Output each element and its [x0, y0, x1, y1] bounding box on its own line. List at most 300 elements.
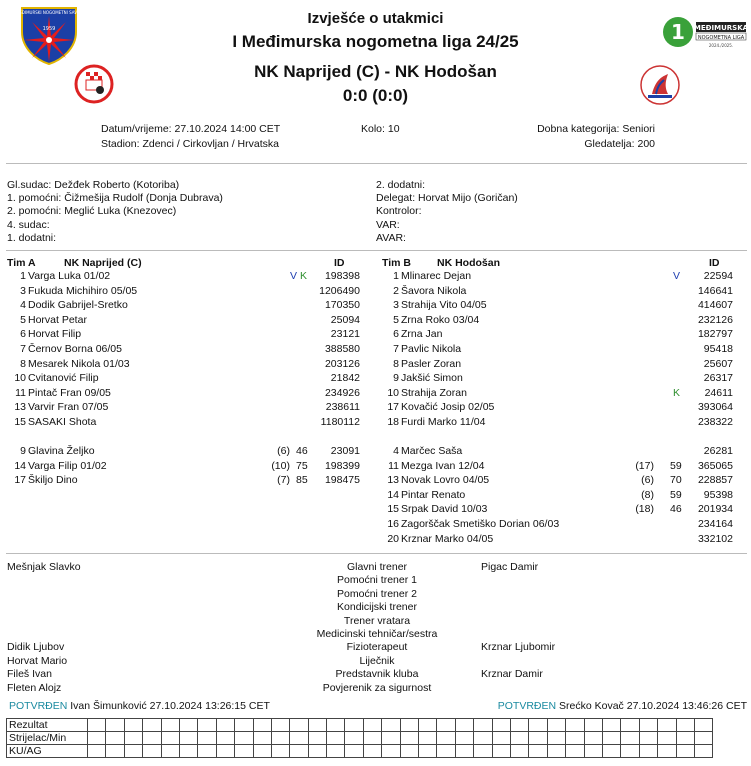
player-name: SASAKI Shota: [28, 416, 97, 428]
sub-minute: 85: [296, 474, 308, 487]
svg-text:1959: 1959: [42, 26, 56, 32]
player-number: 4: [20, 299, 26, 312]
result-cell: [584, 732, 602, 745]
sub-for: [624, 533, 654, 546]
staff-role: Pomoćni trener 1: [337, 574, 417, 587]
staff-right: Krznar Ljubomir: [481, 641, 556, 654]
result-cell: [143, 719, 161, 732]
sub-for: (8): [641, 488, 654, 501]
result-cell: [198, 719, 216, 732]
result-row-label: Strijelac/Min: [7, 732, 88, 745]
result-cell: [584, 745, 602, 758]
result-cell: [308, 745, 326, 758]
result-cell: [658, 719, 676, 732]
result-cell: [363, 719, 381, 732]
player-name: Pintar Renato: [401, 488, 466, 501]
player-name: Krznar Marko 04/05: [401, 532, 494, 545]
player-name: Pavlic Nikola: [401, 343, 462, 355]
player-name: Mlinarec Dejan: [401, 270, 472, 282]
player-name: Furdi Marko 11/04: [401, 416, 486, 428]
result-cell: [400, 719, 418, 732]
sub-minute: 46: [296, 445, 308, 457]
player-id: 332102: [697, 532, 733, 545]
result-cell: [694, 719, 712, 732]
player-number: 1: [20, 270, 26, 282]
player-id: 232126: [697, 313, 733, 326]
result-cell: [455, 719, 473, 732]
result-cell: [143, 732, 161, 745]
result-cell: [271, 745, 289, 758]
staff-left: Mešnjak Slavko: [7, 561, 81, 573]
player-name: Kovačić Josip 02/05: [401, 401, 495, 414]
result-cell: [253, 719, 271, 732]
player-id: 25607: [703, 357, 733, 370]
result-cell: [179, 732, 197, 745]
result-cell: [492, 745, 510, 758]
result-cell: [474, 719, 492, 732]
official-left: Gl.sudac: Dežđek Roberto (Kotoriba): [7, 179, 180, 191]
league-name: I Međimurska nogometna liga 24/25: [232, 32, 519, 51]
player-number: 4: [393, 445, 399, 457]
sub-for: (10): [271, 459, 290, 472]
player-name: Černov Borna 06/05: [28, 343, 122, 355]
result-cell: [290, 719, 308, 732]
result-grid: [6, 718, 713, 758]
staff-right: Krznar Damir: [481, 668, 543, 681]
player-id: 25094: [330, 313, 360, 326]
player-name: Mezga Ivan 12/04: [401, 459, 485, 472]
result-cell: [363, 745, 381, 758]
result-cell: [253, 732, 271, 745]
team-a-crest: [74, 64, 114, 107]
sub-for: [624, 299, 654, 312]
player-id: 170350: [324, 299, 360, 312]
player-number: 8: [393, 357, 399, 370]
staff-role: Pomoćni trener 2: [337, 587, 417, 600]
player-name: Šavora Nikola: [401, 284, 467, 297]
player-id: 365065: [697, 459, 733, 472]
player-number: 14: [387, 488, 399, 501]
result-cell: [216, 732, 234, 745]
official-left: 4. sudac:: [7, 218, 50, 231]
result-cell: [327, 719, 345, 732]
player-name: Strahija Vito 04/05: [401, 299, 487, 312]
player-number: 11: [388, 459, 399, 472]
result-cell: [676, 745, 694, 758]
result-cell: [547, 745, 565, 758]
player-id: 234926: [324, 386, 360, 399]
player-id: 203126: [324, 357, 360, 370]
result-cell: [106, 745, 124, 758]
result-row: [7, 719, 713, 732]
result-cell: [327, 732, 345, 745]
captain-flag: V: [673, 270, 681, 282]
official-right: Delegat: Horvat Mijo (Goričan): [376, 192, 518, 205]
player-number: 6: [393, 328, 399, 341]
sub-for: [260, 387, 290, 400]
sub-for: [260, 358, 290, 371]
result-cell: [639, 719, 657, 732]
result-row-label: KU/AG: [7, 745, 88, 758]
player-name: Pintač Fran 09/05: [28, 386, 111, 399]
age-category: Dobna kategorija: Seniori: [537, 123, 655, 135]
player-id: 182797: [697, 328, 733, 341]
result-cell: [308, 732, 326, 745]
sub-for: [624, 358, 654, 371]
player-name: Zagorščak Smetiško Dorian 06/03: [401, 518, 560, 530]
player-id: 414607: [697, 299, 733, 312]
result-cell: [621, 732, 639, 745]
staff-role: Kondicijski trener: [337, 601, 417, 614]
result-cell: [106, 719, 124, 732]
result-cell: [161, 719, 179, 732]
result-cell: [235, 719, 253, 732]
team-b-label: Tim B: [382, 257, 411, 269]
player-name: Dodik Gabrijel-Sretko: [28, 299, 128, 312]
league-logo: [662, 16, 748, 53]
result-cell: [437, 745, 455, 758]
result-cell: [639, 732, 657, 745]
result-cell: [88, 719, 106, 732]
result-cell: [547, 719, 565, 732]
result-cell: [161, 732, 179, 745]
player-number: 7: [393, 343, 399, 355]
player-id: 393064: [697, 401, 733, 414]
player-number: 5: [20, 313, 26, 326]
player-id: 95418: [703, 343, 733, 355]
result-cell: [382, 732, 400, 745]
result-cell: [382, 719, 400, 732]
result-cell: [271, 732, 289, 745]
player-name: Novak Lovro 04/05: [401, 474, 490, 487]
player-number: 8: [20, 357, 26, 370]
player-name: Mesarek Nikola 01/03: [28, 357, 130, 370]
result-cell: [363, 732, 381, 745]
result-cell: [345, 732, 363, 745]
player-number: 17: [387, 401, 399, 414]
result-cell: [290, 745, 308, 758]
result-cell: [547, 732, 565, 745]
player-id: 198399: [324, 459, 360, 472]
player-name: Fukuda Michihiro 05/05: [28, 284, 138, 297]
team-a-name: NK Naprijed (C): [64, 257, 142, 269]
player-name: Srpak David 10/03: [401, 503, 488, 516]
confirm-left-text: Ivan Šimunković 27.10.2024 13:26:15 CET: [70, 700, 270, 712]
result-cell: [327, 745, 345, 758]
official-left: 1. pomoćni: Čižmešija Rudolf (Donja Dubrava): [7, 192, 223, 205]
player-name: Varga Luka 01/02: [28, 270, 111, 282]
player-id: 201934: [697, 503, 733, 516]
sub-for: (7): [277, 474, 290, 487]
player-id: 146641: [697, 284, 733, 297]
player-id: 24611: [704, 386, 733, 399]
sub-for: [260, 328, 290, 341]
player-number: 11: [15, 386, 26, 399]
staff-right: Pigac Damir: [481, 561, 539, 573]
player-id: 21842: [330, 372, 360, 385]
player-number: 9: [393, 372, 399, 385]
result-cell: [566, 719, 584, 732]
player-number: 3: [393, 299, 399, 312]
result-cell: [235, 745, 253, 758]
confirm-left: [9, 700, 270, 712]
result-cell: [345, 719, 363, 732]
result-cell: [198, 745, 216, 758]
player-id: 198475: [324, 474, 360, 487]
divider: [6, 553, 747, 554]
player-number: 16: [387, 518, 399, 530]
player-name: Varga Filip 01/02: [28, 459, 107, 472]
player-number: 1: [393, 270, 399, 282]
player-number: 2: [393, 284, 399, 297]
player-id: 234164: [697, 518, 733, 530]
result-cell: [492, 732, 510, 745]
result-cell: [529, 745, 547, 758]
sub-for: (18): [635, 503, 654, 516]
result-cell: [529, 719, 547, 732]
official-right: AVAR:: [376, 231, 406, 244]
goalkeeper-flag: K: [673, 386, 681, 399]
result-cell: [198, 732, 216, 745]
result-cell: [437, 719, 455, 732]
sub-for: [260, 299, 290, 312]
result-cell: [602, 745, 620, 758]
result-cell: [510, 719, 528, 732]
svg-text:MEĐIMURSKI NOGOMETNI SAVEZ: MEĐIMURSKI NOGOMETNI SAVEZ: [18, 10, 80, 15]
player-number: 13: [14, 401, 26, 414]
player-id: 388580: [324, 343, 360, 355]
player-name: Škiljo Dino: [28, 474, 78, 487]
player-number: 10: [14, 372, 26, 385]
sub-for: [260, 401, 290, 414]
sub-for: [624, 416, 654, 429]
official-right: Kontrolor:: [376, 205, 422, 218]
result-cell: [437, 732, 455, 745]
result-cell: [492, 719, 510, 732]
sub-for: (17): [635, 459, 654, 472]
confirm-right: [498, 700, 747, 712]
result-cell: [584, 719, 602, 732]
player-name: Varvir Fran 07/05: [28, 401, 109, 414]
result-cell: [345, 745, 363, 758]
player-id: 228857: [697, 474, 733, 487]
team-b-name: NK Hodošan: [437, 257, 500, 269]
result-cell: [455, 732, 473, 745]
result-cell: [529, 732, 547, 745]
result-cell: [510, 745, 528, 758]
player-name: Glavina Željko: [28, 445, 95, 457]
sub-for: [624, 445, 654, 458]
player-id: 238322: [697, 416, 733, 428]
sub-for: [624, 401, 654, 414]
svg-text:MEĐIMURSKA: MEĐIMURSKA: [693, 24, 748, 32]
team-a-label: Tim A: [7, 257, 36, 269]
player-id: 22594: [703, 270, 733, 282]
player-id: 26317: [703, 372, 733, 385]
official-right: 2. dodatni:: [376, 179, 426, 191]
federation-logo: [18, 4, 80, 69]
result-cell: [419, 745, 437, 758]
svg-text:2024./2025.: 2024./2025.: [708, 43, 734, 48]
player-id: 1180112: [320, 416, 360, 428]
player-id: 238611: [325, 401, 360, 414]
player-id: 23091: [330, 445, 360, 457]
player-number: 20: [387, 532, 399, 545]
result-cell: [235, 732, 253, 745]
staff-role: Povjerenik za sigurnost: [322, 681, 432, 694]
result-cell: [474, 745, 492, 758]
result-row-label: Rezultat: [7, 719, 88, 732]
sub-for: [260, 285, 290, 298]
player-id: 1206490: [319, 284, 360, 297]
player-name: Strahija Zoran: [401, 386, 467, 399]
match-datetime: Datum/vrijeme: 27.10.2024 14:00 CET: [101, 123, 281, 135]
sub-for: [624, 285, 654, 298]
captain-flag: V: [290, 270, 298, 282]
result-cell: [621, 719, 639, 732]
result-cell: [602, 732, 620, 745]
divider: [6, 163, 747, 164]
sub-for: [624, 328, 654, 341]
staff-role: Predstavnik kluba: [335, 668, 419, 681]
player-id: 198398: [324, 270, 360, 282]
goalkeeper-flag: K: [300, 270, 308, 282]
result-cell: [474, 732, 492, 745]
player-name: Horvat Filip: [28, 328, 82, 341]
result-cell: [566, 732, 584, 745]
sub-for: [260, 416, 290, 429]
result-cell: [216, 719, 234, 732]
player-number: 15: [387, 503, 399, 516]
sub-minute: 46: [670, 503, 682, 516]
player-name: Horvat Petar: [28, 313, 87, 326]
result-cell: [455, 745, 473, 758]
result-cell: [143, 745, 161, 758]
staff-left: Fleten Alojz: [7, 681, 62, 694]
confirm-right-label: POTVRĐEN: [497, 700, 557, 712]
result-cell: [271, 719, 289, 732]
player-number: 7: [20, 343, 26, 355]
svg-text:NOGOMETNA LIGA: NOGOMETNA LIGA: [697, 35, 745, 41]
result-cell: [124, 732, 142, 745]
result-cell: [179, 719, 197, 732]
sub-for: [260, 372, 290, 385]
confirm-right-text: Srećko Kovač 27.10.2024 13:46:26 CET: [559, 700, 747, 712]
player-number: 10: [387, 386, 399, 399]
sub-for: (6): [277, 445, 290, 457]
player-id: 26281: [703, 445, 733, 457]
sub-minute: 59: [670, 459, 682, 472]
player-name: Jakšić Simon: [401, 372, 463, 385]
sub-for: [624, 387, 654, 400]
staff-role: Fizioterapeut: [346, 641, 408, 654]
result-cell: [566, 745, 584, 758]
sub-for: [260, 343, 290, 356]
result-cell: [419, 732, 437, 745]
player-number: 9: [20, 445, 26, 457]
match-stadium: Stadion: Zdenci / Cirkovljan / Hrvatska: [101, 138, 279, 150]
result-cell: [161, 745, 179, 758]
player-number: 15: [14, 416, 26, 428]
staff-role: Trener vratara: [343, 614, 411, 627]
player-id: 95398: [703, 488, 733, 501]
staff-role: Glavni trener: [346, 561, 408, 573]
result-cell: [106, 732, 124, 745]
match-round: Kolo: 10: [361, 123, 400, 135]
sub-minute: 59: [670, 488, 682, 501]
sub-for: [260, 314, 290, 327]
report-title: Izvješće o utakmici: [307, 10, 444, 27]
player-number: 14: [14, 459, 26, 472]
result-cell: [179, 745, 197, 758]
svg-text:1: 1: [671, 20, 685, 44]
confirm-left-label: POTVRĐEN: [9, 700, 68, 712]
sub-for: [624, 372, 654, 385]
result-cell: [88, 732, 106, 745]
player-number: 5: [393, 313, 399, 326]
official-right: VAR:: [376, 218, 400, 231]
result-cell: [308, 719, 326, 732]
result-cell: [694, 732, 712, 745]
result-cell: [216, 745, 234, 758]
player-number: 13: [387, 474, 399, 487]
sub-for: [260, 270, 290, 283]
official-left: 2. pomoćni: Meglić Luka (Knezovec): [7, 205, 177, 218]
sub-for: [624, 314, 654, 327]
result-cell: [676, 732, 694, 745]
match-title: NK Naprijed (C) - NK Hodošan: [254, 62, 497, 81]
staff-role: Medicinski tehničar/sestra: [316, 628, 438, 640]
player-name: Cvitanović Filip: [28, 372, 99, 385]
result-cell: [290, 732, 308, 745]
sub-for: (6): [641, 474, 654, 487]
result-cell: [253, 745, 271, 758]
result-cell: [694, 745, 712, 758]
sub-minute: 75: [296, 459, 308, 472]
result-cell: [419, 719, 437, 732]
sub-minute: 70: [670, 474, 682, 487]
staff-left: Horvat Mario: [7, 654, 68, 667]
staff-role: Liječnik: [359, 654, 395, 667]
spectators: Gledatelja: 200: [584, 138, 655, 150]
player-name: Marčec Saša: [401, 445, 463, 457]
sub-for: [624, 518, 654, 531]
result-cell: [639, 745, 657, 758]
result-cell: [658, 745, 676, 758]
result-cell: [400, 745, 418, 758]
result-cell: [382, 745, 400, 758]
result-cell: [658, 732, 676, 745]
player-number: 18: [387, 416, 399, 428]
player-id: 23121: [330, 328, 360, 341]
match-score: 0:0 (0:0): [342, 86, 409, 105]
result-cell: [510, 732, 528, 745]
player-number: 3: [20, 284, 26, 297]
result-cell: [88, 745, 106, 758]
player-number: 17: [14, 474, 26, 487]
sub-for: [624, 343, 654, 356]
player-name: Zrna Jan: [401, 328, 443, 341]
result-cell: [676, 719, 694, 732]
sub-for: [624, 270, 654, 283]
player-name: Pasler Zoran: [401, 357, 462, 370]
staff-left: Didik Ljubov: [7, 641, 65, 654]
player-number: 6: [20, 328, 26, 341]
divider: [6, 250, 747, 251]
result-row: [7, 745, 713, 758]
player-name: Zrna Roko 03/04: [401, 313, 480, 326]
result-cell: [124, 745, 142, 758]
